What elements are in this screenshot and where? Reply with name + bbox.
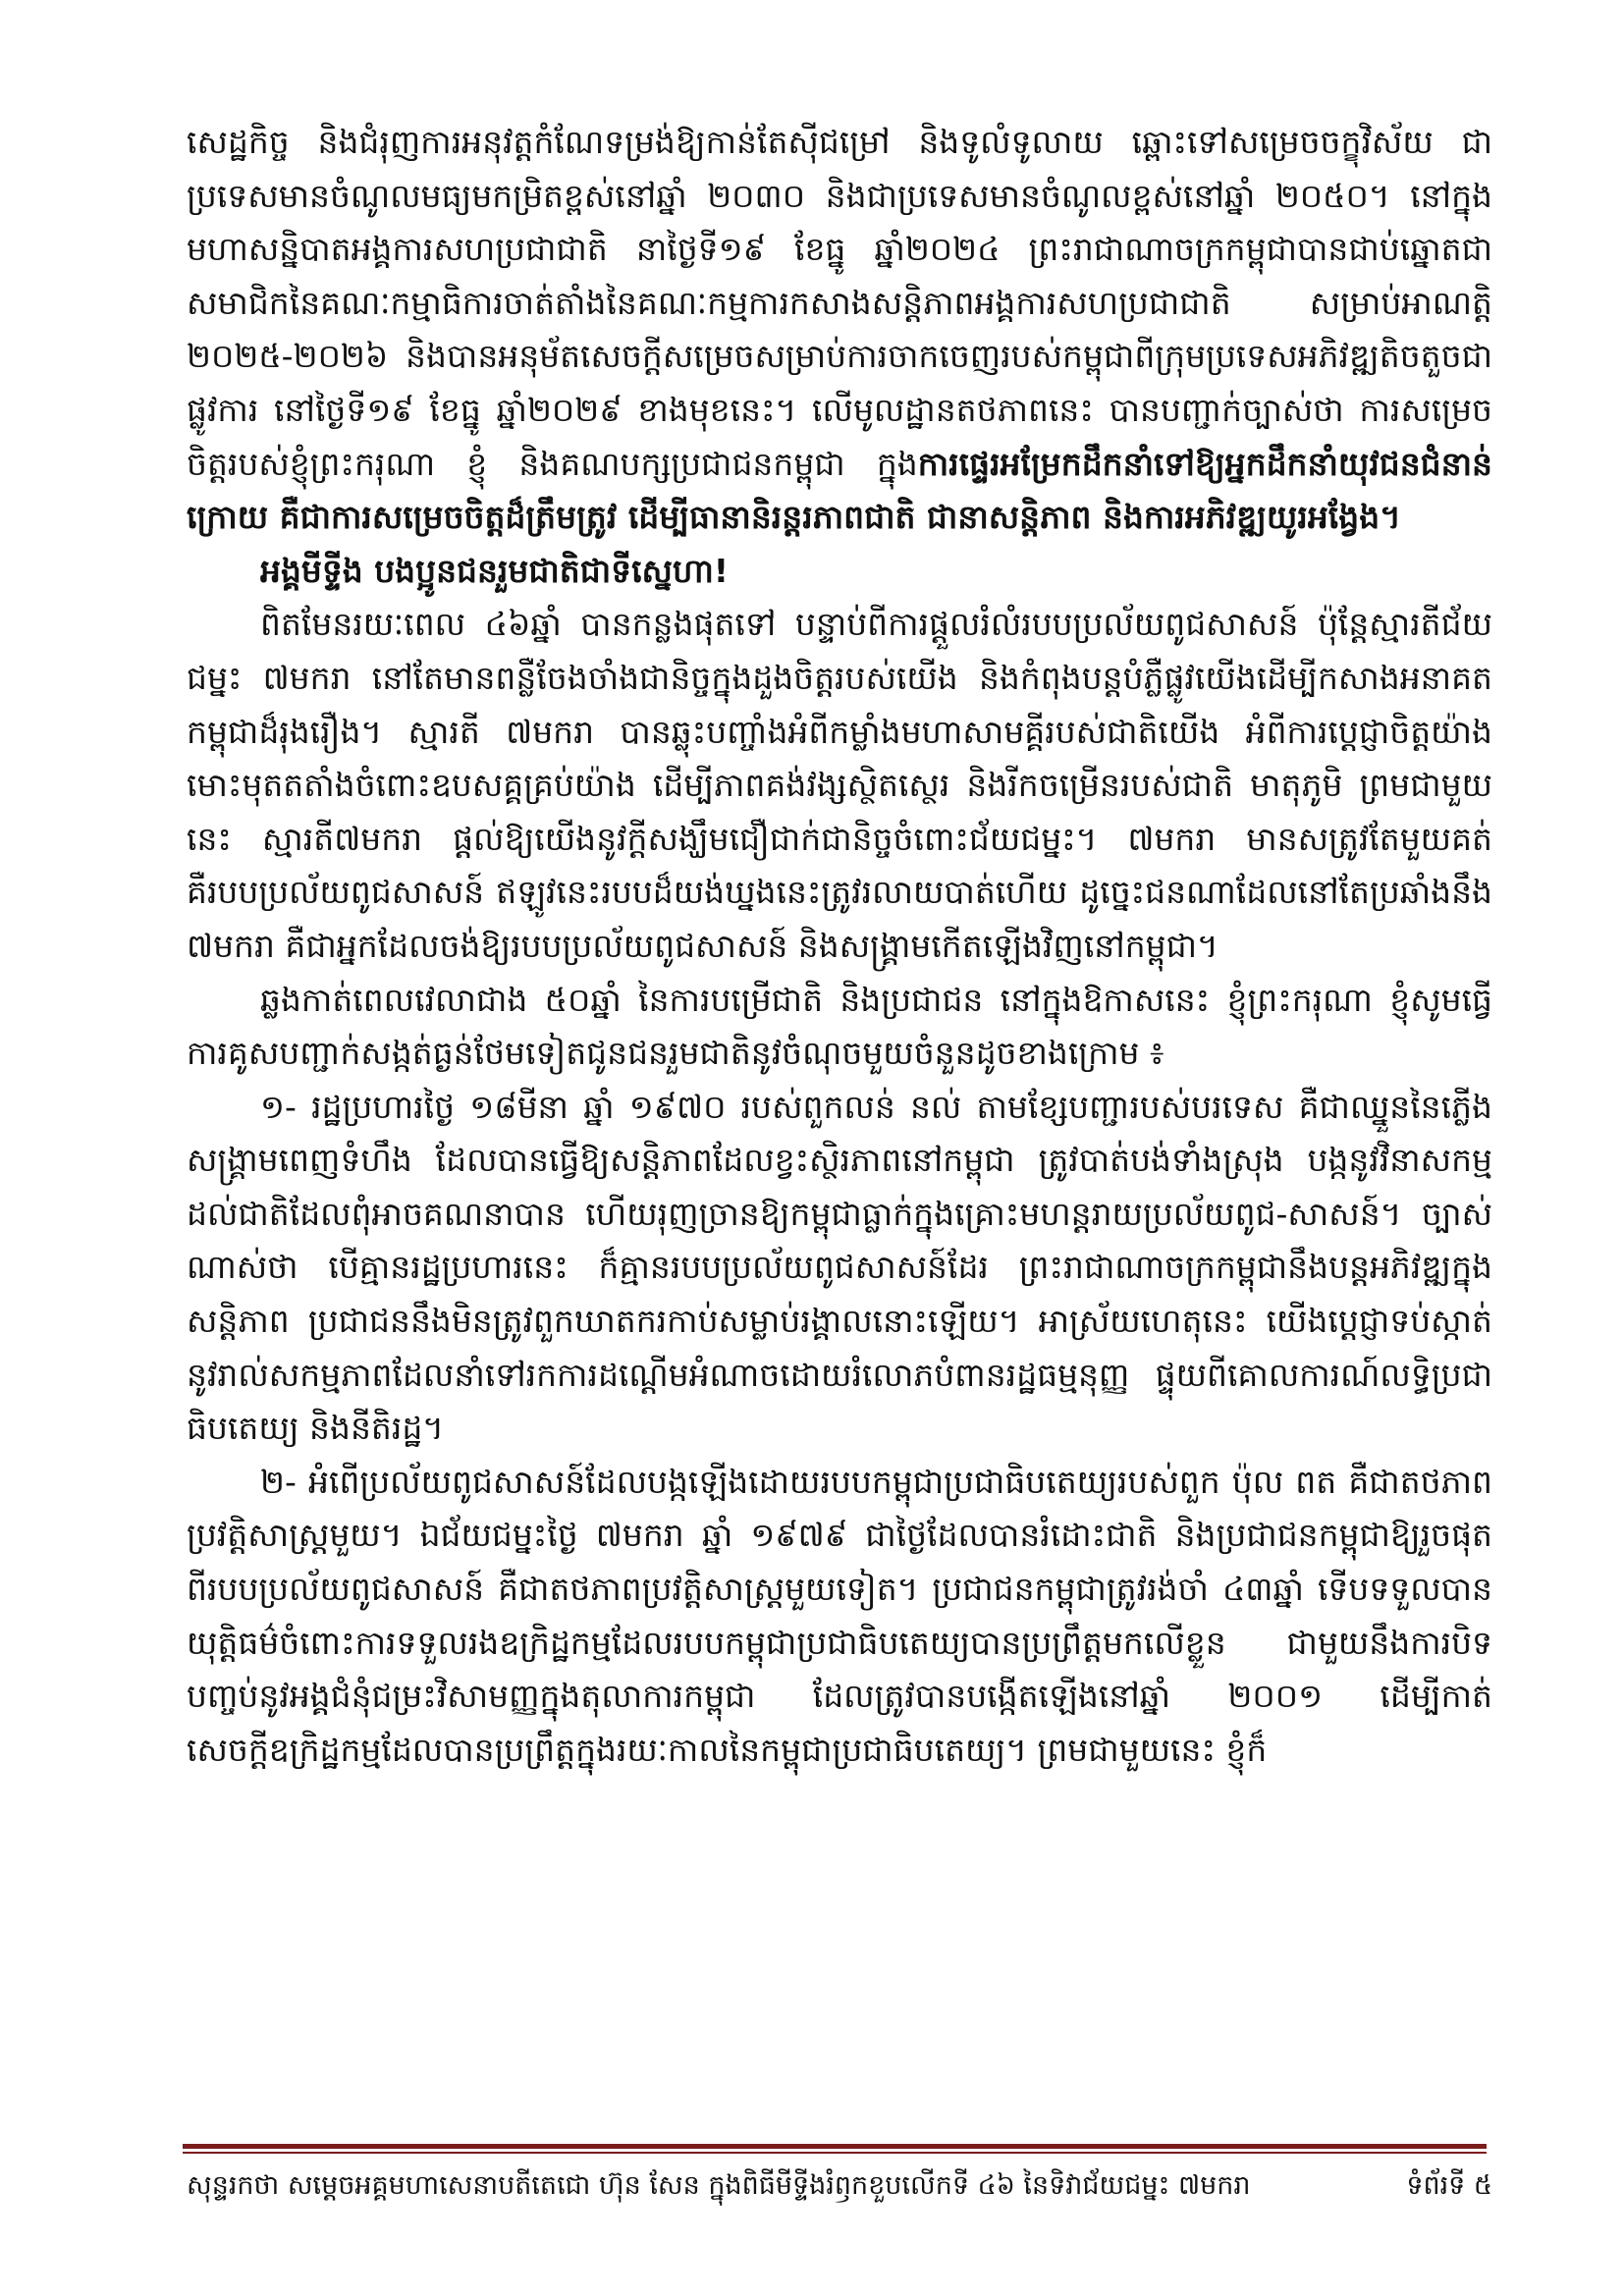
footer-title: សុន្ទរកថា សម្តេចអគ្គមហាសេនាបតីតេជោ ហ៊ុន សែន ក្នុងពិធីមីទ្ទីងរំឭកខួបលើកទី ៤៦ នៃទិវាជ័យជម្នះ ៧មករា — [187, 2170, 1251, 2201]
paragraph-6-text: ២- អំពើប្រល័យពូជសាសន៍ដែលបង្កឡើងដោយរបបកម្ពុជាប្រជាធិបតេយ្យរបស់ពួក ប៉ុល ពត គឺជាតថភាពប្រវត្តិសាស្ត្រមួយ។ ឯជ័យជម្នះថ្ងៃ ៧មករា ឆ្នាំ ១៩៧៩ ជាថ្ងៃដែលបានរំដោះជាតិ និងប្រជាជនកម្ពុជាឱ្យរួចផុតពីរបបប្រល័យពូជសាសន៍ គឺជាតថភាពប្រវត្តិសាស្ត្រមួយទៀត។ ប្រជាជនកម្ពុជាត្រូវរង់ចាំ ៤៣ឆ្នាំ ទើបទទួលបានយុត្តិធម៌ចំពោះការទទួលរងឧក្រិដ្ឋកម្មដែលរបបកម្ពុជាប្រជាធិបតេយ្យបានប្រព្រឹត្តមកលើខ្លួន ជាមួយនឹងការបិទបញ្ចប់នូវអង្គជំនុំជម្រះវិសាមញ្ញក្នុងតុលាការកម្ពុជា ដែលត្រូវបានបង្កើតឡើងនៅឆ្នាំ ២០០១ ដើម្បីកាត់សេចក្តីឧក្រិដ្ឋកម្មដែលបានប្រព្រឹត្តក្នុងរយៈកាលនៃកម្ពុជាប្រជាធិបតេយ្យ។ ព្រមជាមួយនេះ ខ្ញុំក៏ — [187, 1462, 1492, 1769]
page-footer — [187, 2162, 1492, 2220]
footer-divider-thin — [183, 2152, 1487, 2154]
paragraph-4 — [187, 974, 1492, 1081]
paragraph-5 — [187, 1081, 1492, 1456]
paragraph-1 — [187, 116, 1492, 545]
paragraph-1-text: សេដ្ឋកិច្ច និងជំរុញការអនុវត្តកំណែទម្រង់ឱ្យកាន់តែស៊ីជម្រៅ និងទូលំទូលាយ ឆ្ពោះទៅសម្រេចចក្ខុវិស័យ ជាប្រទេសមានចំណូលមធ្យមកម្រិតខ្ពស់នៅឆ្នាំ ២០៣០ និងជាប្រទេសមានចំណូលខ្ពស់នៅឆ្នាំ ២០៥០។ នៅក្នុងមហាសន្និបាតអង្គការសហប្រជាជាតិ នាថ្ងៃទី១៩ ខែធ្នូ ឆ្នាំ២០២៤ ព្រះរាជាណាចក្រកម្ពុជាបានជាប់ឆ្នោតជាសមាជិកនៃគណៈកម្មាធិការចាត់តាំងនៃគណៈកម្មការកសាងសន្តិភាពអង្គការសហប្រជាជាតិ សម្រាប់អាណត្តិ ២០២៥-២០២៦ និងបានអនុម័តសេចក្តីសម្រេចសម្រាប់ការចាកចេញរបស់កម្ពុជាពីក្រុមប្រទេសអភិវឌ្ឍតិចតួចជាផ្លូវការ នៅថ្ងៃទី១៩ ខែធ្នូ ឆ្នាំ២០២៩ ខាងមុខនេះ។ លើមូលដ្ឋានតថភាពនេះ បានបញ្ជាក់ច្បាស់ថា ការសម្រេចចិត្តរបស់ខ្ញុំព្រះករុណា ខ្ញុំ និងគណបក្សប្រជាជនកម្ពុជា ក្នុង — [187, 123, 1492, 483]
paragraph-5-text: ១- រដ្ឋប្រហារថ្ងៃ ១៨មីនា ឆ្នាំ ១៩៧០ របស់ពួកលន់ នល់ តាមខ្សែបញ្ជារបស់បរទេស គឺជាឈ្នួននៃភ្លើងសង្គ្រាមពេញទំហឹង ដែលបានធ្វើឱ្យសន្តិភាពដែលខ្វះស្ថិរភាពនៅកម្ពុជា ត្រូវបាត់បង់ទាំងស្រុង បង្កនូវវិនាសកម្មដល់ជាតិដែលពុំអាចគណនាបាន ហើយរុញច្រានឱ្យកម្ពុជាធ្លាក់ក្នុងគ្រោះមហន្តរាយប្រល័យពូជ-សាសន៍។ ច្បាស់ណាស់ថា បើគ្មានរដ្ឋប្រហារនេះ ក៏គ្មានរបបប្រល័យពូជសាសន៍ដែរ ព្រះរាជាណាចក្រកម្ពុជានឹងបន្តអភិវឌ្ឍក្នុងសន្តិភាព ប្រជាជននឹងមិនត្រូវពួកឃាតករកាប់សម្លាប់រង្គាលនោះឡើយ។ អាស្រ័យហេតុនេះ យើងប្តេជ្ញាទប់ស្កាត់នូវរាល់សកម្មភាពដែលនាំទៅរកការដណ្តើមអំណាចដោយរំលោភបំពានរដ្ឋធម្មនុញ្ញ ផ្ទុយពីគោលការណ៍លទ្ធិប្រជាធិបតេយ្យ និងនីតិរដ្ឋ។ — [187, 1087, 1492, 1448]
footer-divider-thick — [183, 2144, 1487, 2149]
page-number: ទំព័រទី ៥ — [1406, 2170, 1492, 2201]
paragraph-4-text: ឆ្លងកាត់ពេលវេលាជាង ៥០ឆ្នាំ នៃការបម្រើជាតិ និងប្រជាជន នៅក្នុងឱកាសនេះ ខ្ញុំព្រះករុណា ខ្ញុំសូមធ្វើការគូសបញ្ជាក់សង្កត់ធ្ងន់ថែមទៀតជូនជនរួមជាតិនូវចំណុចមួយចំនួនដូចខាងក្រោម ៖ — [187, 980, 1492, 1073]
paragraph-3-text: ពិតមែនរយៈពេល ៤៦ឆ្នាំ បានកន្លងផុតទៅ បន្ទាប់ពីការផ្តួលរំលំរបបប្រល័យពូជសាសន៍ ប៉ុន្តែស្មារតីជ័យជម្នះ ៧មករា នៅតែមានពន្លឺចែងចាំងជានិច្ចក្នុងដួងចិត្តរបស់យើង និងកំពុងបន្តបំភ្លឺផ្លូវយើងដើម្បីកសាងអនាគតកម្ពុជាដ៏រុងរឿង។ ស្មារតី ៧មករា បានឆ្លុះបញ្ចាំងអំពីកម្លាំងមហាសាមគ្គីរបស់ជាតិយើង អំពីការប្តេជ្ញាចិត្តយ៉ាងមោះមុតតតាំងចំពោះឧបសគ្គគ្រប់យ៉ាង ដើម្បីភាពគង់វង្សស្ថិតស្ថេរ និងរីកចម្រើនរបស់ជាតិ មាតុភូមិ ព្រមជាមួយនេះ ស្មារតី៧មករា ផ្តល់ឱ្យយើងនូវក្តីសង្ឃឹមជឿជាក់ជានិច្ចចំពោះជ័យជម្នះ។ ៧មករា មានសត្រូវតែមួយគត់ គឺរបបប្រល័យពូជសាសន៍ ឥឡូវនេះរបបដ៏យង់ឃ្នងនេះត្រូវរលាយបាត់ហើយ ដូច្នេះជនណាដែលនៅតែប្រឆាំងនឹង ៧មករា គឺជាអ្នកដែលចង់ឱ្យរបបប្រល័យពូជសាសន៍ និងសង្គ្រាមកើតឡើងវិញនៅកម្ពុជា។ — [187, 605, 1492, 965]
paragraph-1-bold-text: ការផ្ទេរអម្រែកដឹកនាំទៅឱ្យអ្នកដឹកនាំយុវជនជំនាន់ក្រោយ គឺជាការសម្រេចចិត្តដ៏ត្រឹមត្រូវ ដើម្បីធានានិរន្តរភាពជាតិ ជានាសន្តិភាព និងការអភិវឌ្ឍយូរអង្វែង។ — [187, 444, 1492, 537]
salutation-text: អង្គមីទ្ទីង បងប្អូនជនរួមជាតិជាទីស្នេហា! — [260, 551, 729, 590]
document-body — [187, 116, 1492, 1777]
salutation-heading — [187, 545, 1492, 599]
paragraph-6 — [187, 1456, 1492, 1778]
paragraph-3 — [187, 598, 1492, 973]
